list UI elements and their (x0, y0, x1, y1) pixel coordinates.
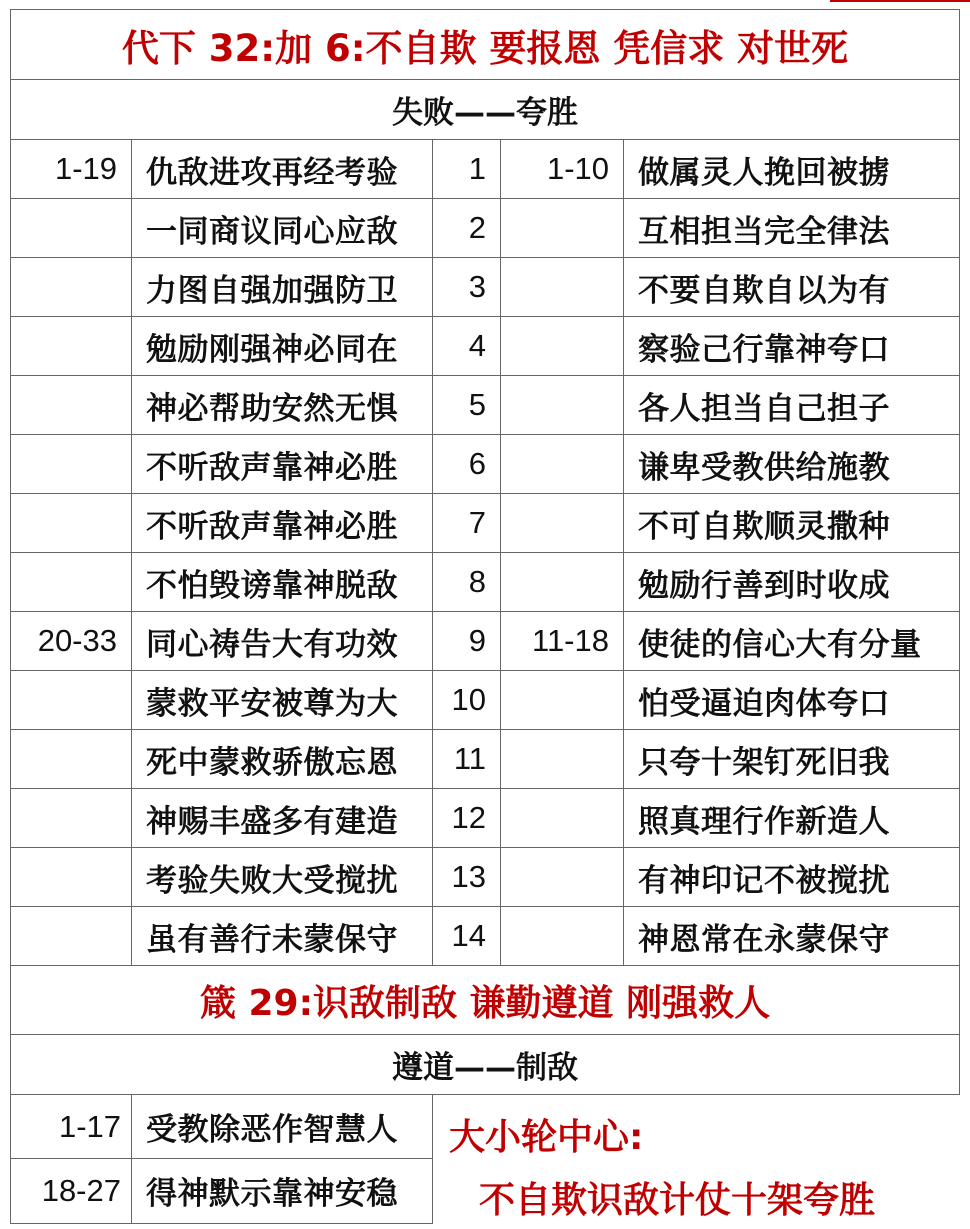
outline-point-right: 互相担当完全律法 (624, 199, 960, 258)
verse-range-right (501, 730, 624, 789)
outline-point-left: 不怕毁谤靠神脱敌 (132, 553, 433, 612)
verse-range-left (11, 199, 132, 258)
verse-range-right (501, 376, 624, 435)
point-number: 14 (433, 907, 501, 966)
verse-range-right (501, 671, 624, 730)
outline-table (10, 9, 960, 1224)
verse-range-right (501, 848, 624, 907)
outline-point-right: 使徒的信心大有分量 (624, 612, 960, 671)
table-row (11, 907, 960, 966)
point-number: 5 (433, 376, 501, 435)
table-row (11, 140, 960, 199)
table-row (11, 789, 960, 848)
verse-range-left (11, 317, 132, 376)
point-number: 6 (433, 435, 501, 494)
point-number: 12 (433, 789, 501, 848)
outline-point-right: 谦卑受教供给施教 (624, 435, 960, 494)
verse-range-left (11, 671, 132, 730)
center-note-text: 不自欺识敌计仗十架夸胜 (479, 1180, 876, 1221)
verse-range-left: 1-19 (11, 140, 132, 199)
point-number: 1 (433, 140, 501, 199)
outline-point: 受教除恶作智慧人 (132, 1095, 433, 1159)
outline-point-right: 不可自欺顺灵撒种 (624, 494, 960, 553)
table-row (11, 435, 960, 494)
point-number: 2 (433, 199, 501, 258)
outline-point-left: 蒙救平安被尊为大 (132, 671, 433, 730)
point-number: 13 (433, 848, 501, 907)
point-number: 7 (433, 494, 501, 553)
outline-point-right: 勉励行善到时收成 (624, 553, 960, 612)
section-heading-failure-boast: 失败——夸胜 (11, 80, 960, 140)
outline-point-left: 力图自强加强防卫 (132, 258, 433, 317)
point-number: 8 (433, 553, 501, 612)
table-row (11, 730, 960, 789)
verse-range-left (11, 553, 132, 612)
center-note-cell (433, 1095, 960, 1224)
outline-point-right: 做属灵人挽回被掳 (624, 140, 960, 199)
verse-range-left (11, 376, 132, 435)
verse-range-left (11, 730, 132, 789)
center-note-heading: 大小轮中心: (449, 1117, 644, 1158)
verse-range: 18-27 (11, 1159, 132, 1223)
outline-point-right: 只夸十架钉死旧我 (624, 730, 960, 789)
outline-point-left: 考验失败大受搅扰 (132, 848, 433, 907)
outline-point-left: 不听敌声靠神必胜 (132, 494, 433, 553)
second-title: 箴 29:识敌制敌 谦勤遵道 刚强救人 (11, 966, 960, 1035)
outline-point-left: 不听敌声靠神必胜 (132, 435, 433, 494)
outline-point-left: 勉励刚强神必同在 (132, 317, 433, 376)
verse-range-left (11, 907, 132, 966)
outline-point-left: 仇敌进攻再经考验 (132, 140, 433, 199)
verse-range-right: 1-10 (501, 140, 624, 199)
verse-range-right (501, 494, 624, 553)
verse-range-right: 11-18 (501, 612, 624, 671)
outline-point-right: 怕受逼迫肉体夸口 (624, 671, 960, 730)
verse-range: 1-17 (11, 1095, 132, 1159)
table-row (11, 199, 960, 258)
point-number: 10 (433, 671, 501, 730)
verse-range-right (501, 317, 624, 376)
verse-range-right (501, 199, 624, 258)
top-accent-line (830, 0, 970, 2)
outline-point-right: 不要自欺自以为有 (624, 258, 960, 317)
verse-range-right (501, 907, 624, 966)
table-row (11, 317, 960, 376)
verse-range-right (501, 435, 624, 494)
point-number: 4 (433, 317, 501, 376)
outline-point-left: 同心祷告大有功效 (132, 612, 433, 671)
point-number: 3 (433, 258, 501, 317)
outline-point-left: 死中蒙救骄傲忘恩 (132, 730, 433, 789)
verse-range-right (501, 258, 624, 317)
point-number: 11 (433, 730, 501, 789)
outline-point-left: 神赐丰盛多有建造 (132, 789, 433, 848)
outline-point-right: 各人担当自己担子 (624, 376, 960, 435)
table-row (11, 612, 960, 671)
outline-point-left: 神必帮助安然无惧 (132, 376, 433, 435)
verse-range-left (11, 435, 132, 494)
outline-point-right: 神恩常在永蒙保守 (624, 907, 960, 966)
table-row (11, 376, 960, 435)
verse-range-left (11, 494, 132, 553)
outline-point-left: 一同商议同心应敌 (132, 199, 433, 258)
table-row (11, 671, 960, 730)
outline-point-right: 照真理行作新造人 (624, 789, 960, 848)
outline-point-left: 虽有善行未蒙保守 (132, 907, 433, 966)
table-row (11, 553, 960, 612)
table-row (11, 1095, 960, 1159)
verse-range-right (501, 789, 624, 848)
page-title: 代下 32:加 6:不自欺 要报恩 凭信求 对世死 (11, 10, 960, 80)
section-heading-obey-subdue: 遵道——制敌 (11, 1035, 960, 1095)
outline-point: 得神默示靠神安稳 (132, 1159, 433, 1223)
outline-point-right: 有神印记不被搅扰 (624, 848, 960, 907)
verse-range-left (11, 258, 132, 317)
table-row (11, 848, 960, 907)
verse-range-left (11, 789, 132, 848)
outline-point-right: 察验己行靠神夸口 (624, 317, 960, 376)
table-row (11, 494, 960, 553)
verse-range-left: 20-33 (11, 612, 132, 671)
verse-range-left (11, 848, 132, 907)
verse-range-right (501, 553, 624, 612)
point-number: 9 (433, 612, 501, 671)
table-row (11, 258, 960, 317)
